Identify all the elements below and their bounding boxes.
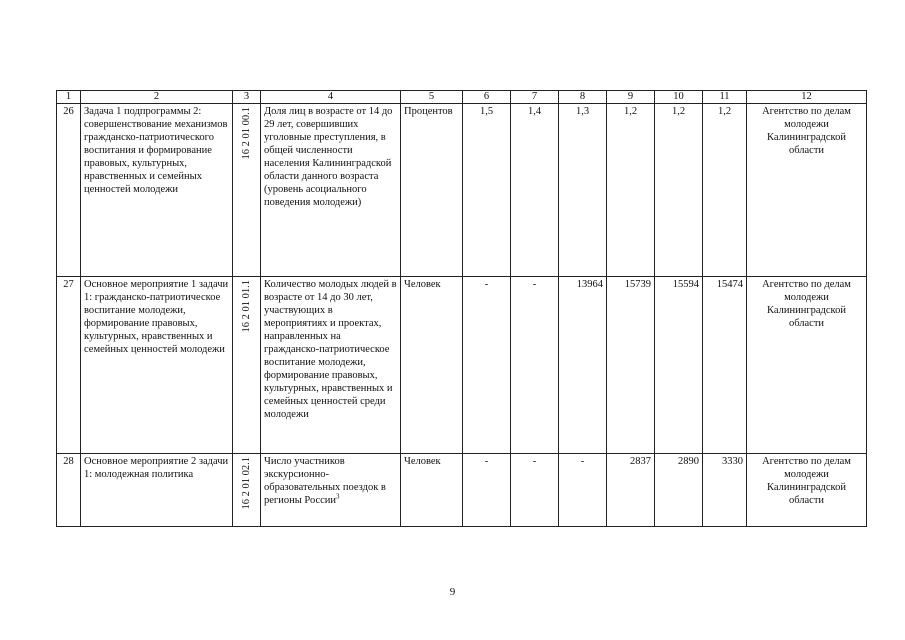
- row-value: 1,2: [607, 104, 655, 277]
- row-value: -: [463, 277, 511, 454]
- column-header: 6: [463, 91, 511, 104]
- row-value: 1,4: [511, 104, 559, 277]
- row-value: 15739: [607, 277, 655, 454]
- row-value: -: [463, 454, 511, 527]
- row-value: 1,2: [703, 104, 747, 277]
- row-value: 1,3: [559, 104, 607, 277]
- row-name: Задача 1 подпрограммы 2: совершенствование механизмов гражданско-патриотического воспитания и формирование правовых, культурных, нравственных и семейных ценностей молодежи: [81, 104, 233, 277]
- row-value: 1,2: [655, 104, 703, 277]
- row-value: 13964: [559, 277, 607, 454]
- column-header: 2: [81, 91, 233, 104]
- column-header: 11: [703, 91, 747, 104]
- row-indicator: Количество молодых людей в возрасте от 14 до 30 лет, участвующих в мероприятиях и проектах, направленных на гражданско-патриотическое воспитание молодежи, формирование правовых, культурных, нравственных и семейных ценностей среди молодежи: [261, 277, 401, 454]
- row-name: Основное мероприятие 1 задачи 1: гражданско-патриотическое воспитание молодежи, формирование правовых, культурных, нравственных и семейных ценностей молодежи: [81, 277, 233, 454]
- indicators-table: [56, 90, 867, 527]
- column-header: 12: [747, 91, 867, 104]
- column-header: 5: [401, 91, 463, 104]
- header-row: [57, 91, 867, 104]
- row-value: 2837: [607, 454, 655, 527]
- row-code-cell: [233, 454, 261, 527]
- row-code-cell: [233, 104, 261, 277]
- row-code: 16 2 01 01.1: [240, 280, 252, 333]
- table-row: [57, 277, 867, 454]
- row-number: 28: [57, 454, 81, 527]
- row-code: 16 2 01 02.1: [240, 457, 252, 510]
- row-value: -: [559, 454, 607, 527]
- page-number: 9: [449, 586, 456, 598]
- row-value: 1,5: [463, 104, 511, 277]
- column-header: 8: [559, 91, 607, 104]
- table-row: [57, 454, 867, 527]
- row-number: 27: [57, 277, 81, 454]
- row-agency: Агентство по делам молодежи Калининградской области: [747, 277, 867, 454]
- row-value: 3330: [703, 454, 747, 527]
- row-number: 26: [57, 104, 81, 277]
- column-header: 1: [57, 91, 81, 104]
- row-unit: Человек: [401, 454, 463, 527]
- row-value: -: [511, 277, 559, 454]
- table-row: [57, 104, 867, 277]
- row-unit: Процентов: [401, 104, 463, 277]
- column-header: 4: [261, 91, 401, 104]
- row-value: 15594: [655, 277, 703, 454]
- column-header: 10: [655, 91, 703, 104]
- row-indicator: Доля лиц в возрасте от 14 до 29 лет, совершивших уголовные преступления, в общей численности населения Калининградской области данного возраста (уровень асоциального поведения молодежи): [261, 104, 401, 277]
- row-code-cell: [233, 277, 261, 454]
- row-agency: Агентство по делам молодежи Калининградской области: [747, 454, 867, 527]
- footnote-mark: 3: [336, 492, 340, 501]
- row-indicator-cell: [261, 454, 401, 527]
- row-value: -: [511, 454, 559, 527]
- row-name: Основное мероприятие 2 задачи 1: молодежная политика: [81, 454, 233, 527]
- column-header: 7: [511, 91, 559, 104]
- row-value: 2890: [655, 454, 703, 527]
- row-code: 16 2 01 00.1: [240, 107, 252, 160]
- row-agency: Агентство по делам молодежи Калининградской области: [747, 104, 867, 277]
- row-unit: Человек: [401, 277, 463, 454]
- column-header: 3: [233, 91, 261, 104]
- column-header: 9: [607, 91, 655, 104]
- row-indicator: Число участников экскурсионно-образовательных поездок в регионы России: [264, 456, 386, 506]
- row-value: 15474: [703, 277, 747, 454]
